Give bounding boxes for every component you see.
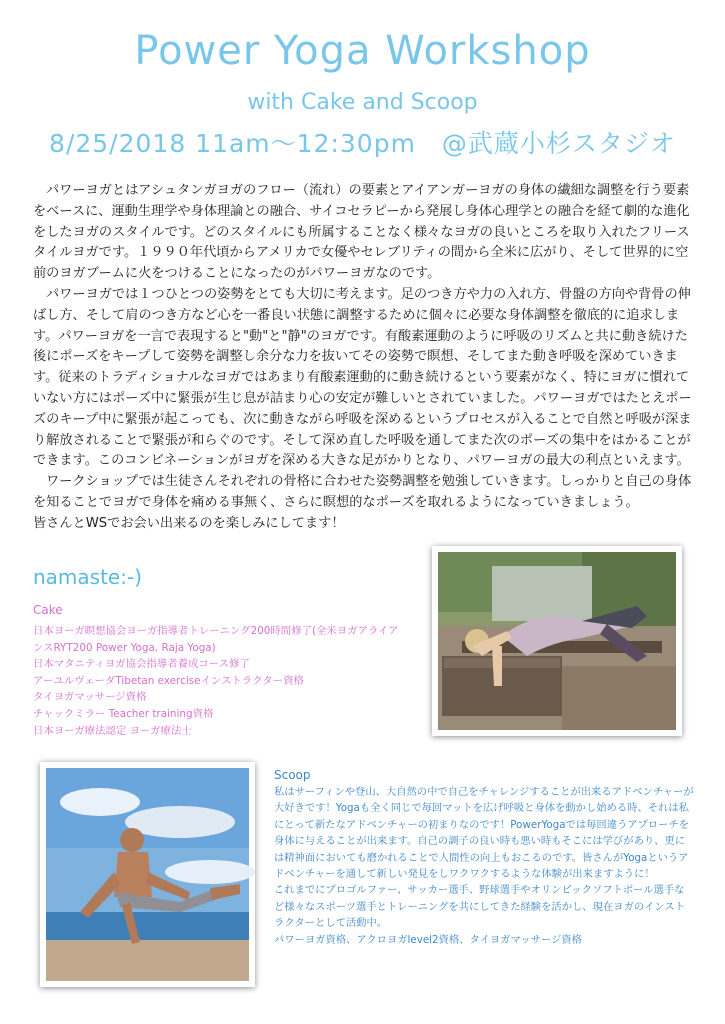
intro-closing: 皆さんとWSでお会い出来るのを楽しみにしてます！: [33, 515, 345, 531]
page-subtitle: with Cake and Scoop: [247, 90, 478, 115]
scoop-paragraph: 私はサーフィンや登山、大自然の中で自己をチャレンジすることが出来るアドベンチャーが大好きです！Yogaも全く同じで毎回マットを広げ呼吸と身体を動かし始める時、それは私にとって新たなアドベンチャーの初まりなのです！PowerYogaでは毎回違うアプローチを身体に与えることが出来ます。自己の調子の良い時も悪い時もそこには学びがあり、更には精神面においても磨かれることで人間性の向上もおこるのです。皆さんがYogaというアドベンチャーを通して新しい発見をしワクワクするような体験が出来ますように！: [274, 786, 694, 881]
credential-item: アーユルヴェーダTibetan exerciseインストラクター資格: [33, 674, 304, 687]
scoop-paragraph: これまでにプロゴルファー、サッカー選手、野球選手やオリンピックソフトボール選手など様々なスポーツ選手とトレーニングを共にしてきた経験を活かし、現在ヨガのインストラクターとして活動中。: [274, 884, 685, 930]
scoop-name: Scoop: [274, 768, 311, 782]
intro-text: [33, 181, 693, 535]
intro-paragraph: パワーヨガとはアシュタンガヨガのフロー（流れ）の要素とアイアンガーヨガの身体の繊細な調整を行う要素をベースに、運動生理学や身体理論との融合、サイコセラピーから発展し身体心理学との融合を経て劇的な進化をしたヨガのスタイルです。どのスタイルにも所属することなく様々なヨガの良いところを取り入れたフリースタイルヨガです。１９９０年代頃からアメリカで女優やセレブリティの間から全米に広がり、そして世界的に空前のヨガブームに火をつけることになったのがパワーヨガなのです。: [33, 183, 690, 282]
page-title: Power Yoga Workshop: [134, 28, 591, 74]
scoop-photo: [40, 762, 255, 987]
intro-paragraph: ワークショップでは生徒さんそれぞれの骨格に合わせた姿勢調整を勉強していきます。しっかりと自己の身体を知ることでヨガで身体を痛める事無く、さらに瞑想的なポーズを取れるようになっていきましょう。: [33, 474, 692, 510]
credential-item: 日本ヨーガ療法認定 ヨーガ療法士: [33, 724, 192, 737]
scoop-bio: [274, 784, 694, 948]
cake-credentials: [33, 623, 408, 739]
scoop-yoga-pose-image: [40, 762, 255, 987]
intro-paragraph: パワーヨガでは１つひとつの姿勢をとても大切に考えます。足のつき方や力の入れ方、骨盤の方向や背骨の伸ばし方、そして肩のつき方など心を一番良い状態に調整するために個々に必要な身体調整を徹底的に追求します。パワーヨガを一言で表現すると"動"と"静"のヨガです。有酸素運動のように呼吸のリズムと共に動き続けた後にポーズをキープして姿勢を調整し余分な力を抜いてその姿勢で瞑想、そしてまた動き呼吸を深めていきます。従来のトラディショナルなヨガではあまり有酸素運動的に動き続けるという要素がなく、特にヨガに慣れていない方にはポーズ中に緊張が生じ息が詰まり心の安定が難しいとされていました。パワーヨガではたとえポーズのキープ中に緊張が起こっても、次に動きながら呼吸を深めるというプロセスが入ることで自然と呼吸が深まり解放されることで緊張が和らぐのです。そして深め直した呼吸を通してまた次のポーズの集中をはかることができます。このコンビネーションがヨガを深める大きな足がかりとなり、パワーヨガの最大の利点といえます。: [33, 286, 692, 469]
credential-item: 日本マタニティヨガ協会指導者養成コース修了: [33, 658, 250, 671]
credential-item: チャックミラー Teacher training資格: [33, 707, 214, 720]
namaste-greeting: namaste:-): [33, 565, 142, 589]
event-date-location: 8/25/2018 11am〜12:30pm @武蔵小杉スタジオ: [49, 129, 676, 158]
cake-photo: [432, 546, 682, 736]
cake-yoga-pose-image: [432, 546, 682, 736]
cake-name: Cake: [33, 603, 63, 617]
scoop-paragraph: パワーヨガ資格、アクロヨガlevel2資格、タイヨガマッサージ資格: [274, 933, 582, 946]
credential-item: タイヨガマッサージ資格: [33, 691, 147, 704]
credential-item: 日本ヨーガ瞑想協会ヨーガ指導者トレーニング200時間修了(全米ヨガアライアンスRYT200 Power Yoga, Raja Yoga): [33, 625, 399, 654]
